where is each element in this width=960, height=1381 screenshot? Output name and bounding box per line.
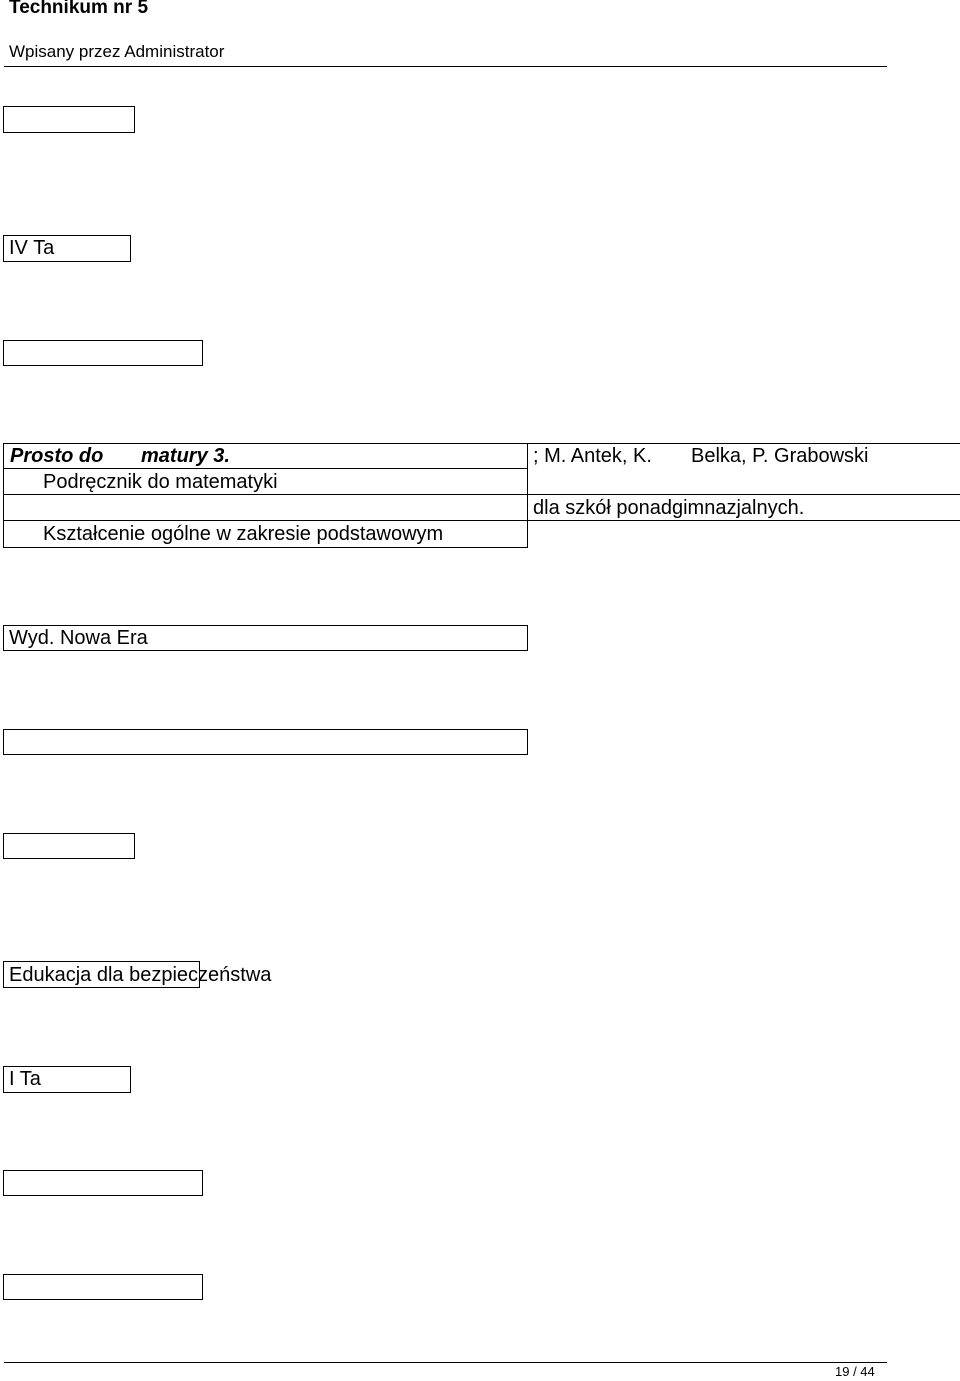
book-title-part2: matury 3. <box>141 445 230 467</box>
publisher-label: Wyd. Nowa Era <box>9 627 148 649</box>
empty-cell <box>3 833 135 859</box>
author-line: Wpisany przez Administrator <box>9 42 225 61</box>
empty-cell <box>3 1170 203 1196</box>
subject-label: Edukacja dla bezpieczeństwa <box>9 964 272 986</box>
school-type: dla szkół ponadgimnazjalnych. <box>533 497 805 519</box>
book-title-part1: Prosto do <box>10 445 104 467</box>
table-row-line <box>3 468 528 469</box>
book-subtitle: Podręcznik do matematyki <box>43 471 278 493</box>
empty-cell <box>3 729 528 755</box>
table-bottom-mask <box>528 521 960 549</box>
site-title: Technikum nr 5 <box>9 0 149 18</box>
header-divider <box>4 66 887 67</box>
footer-divider <box>4 1362 887 1363</box>
class-label: I Ta <box>9 1068 41 1090</box>
empty-cell <box>3 106 135 133</box>
page-number: 19 / 44 <box>835 1364 875 1379</box>
empty-cell <box>3 1274 203 1300</box>
authors-part1: ; M. Antek, K. <box>533 445 652 467</box>
empty-cell <box>3 340 203 366</box>
table-row-line <box>3 494 960 495</box>
class-label: IV Ta <box>9 237 55 259</box>
authors-part2: Belka, P. Grabowski <box>691 445 869 467</box>
scope-text: Kształcenie ogólne w zakresie podstawowym <box>43 523 444 545</box>
